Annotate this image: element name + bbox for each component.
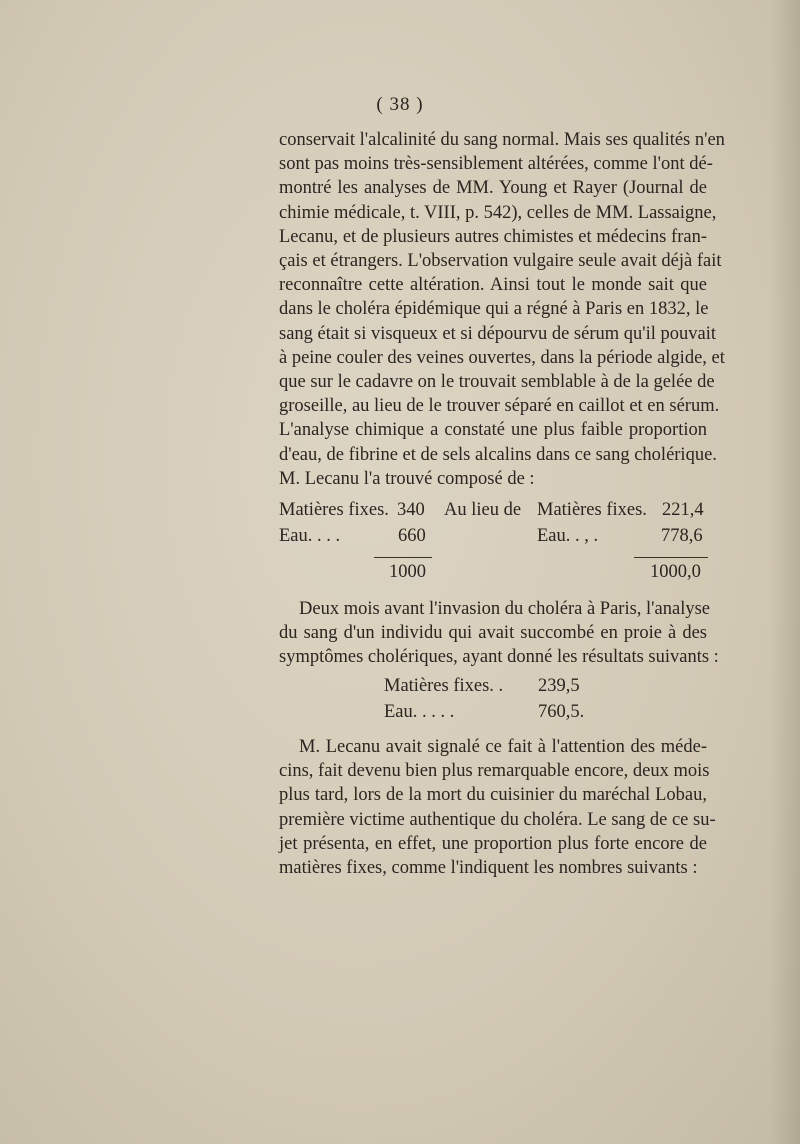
table-label: Matières fixes. <box>279 500 389 520</box>
table-text: Au lieu de <box>444 500 522 520</box>
table2-value: 760,5. <box>538 702 585 722</box>
text-line: plus tard, lors de la mort du cuisinier du maréchal Lobau, <box>279 785 707 806</box>
text-line: conservait l'alcalinité du sang normal. Mais ses qualités n'en <box>279 130 725 150</box>
table-total: 1000 <box>389 562 426 582</box>
table2-label: Matières fixes. . <box>384 676 504 696</box>
text-line: M. Lecanu l'a trouvé composé de : <box>279 468 535 489</box>
text-line: sang était si visqueux et si dépourvu de sérum qu'il pouvait <box>279 323 716 344</box>
text-line: Lecanu, et de plusieurs autres chimistes et médecins fran- <box>279 226 707 247</box>
table-value: 340 <box>397 500 425 520</box>
table-label: Eau. . , . <box>537 526 599 546</box>
table-value: 778,6 <box>661 526 703 546</box>
table-value: 660 <box>398 526 426 546</box>
text-line: jet présenta, en effet, une proportion plus forte encore de <box>279 833 707 854</box>
paragraph-2 <box>279 597 719 670</box>
table-total: 1000,0 <box>650 562 701 582</box>
text-line: chimie médicale, t. VIII, p. 542), celles de MM. Lassaigne, <box>279 202 717 223</box>
sum-rule <box>634 557 708 558</box>
text-line: çais et étrangers. L'observation vulgaire seule avait déjà fait <box>279 251 722 272</box>
table2-label: Eau. . . . . <box>384 702 455 722</box>
table-label: Matières fixes. <box>537 500 647 520</box>
page-edge-shadow <box>770 0 800 1144</box>
text-line: reconnaître cette altération. Ainsi tout le monde sait que <box>279 275 707 296</box>
text-line: matières fixes, comme l'indiquent les nombres suivants : <box>279 858 698 879</box>
table2-value: 239,5 <box>538 676 580 696</box>
table-label: Eau. . . . <box>279 526 341 546</box>
text-line: d'eau, de fibrine et de sels alcalins dans ce sang cholérique. <box>279 444 717 465</box>
text-line: symptômes cholériques, ayant donné les résultats suivants : <box>279 647 719 668</box>
paragraph-3 <box>279 735 716 880</box>
text-line: M. Lecanu avait signalé ce fait à l'attention des méde- <box>299 737 707 757</box>
text-line: groseille, au lieu de le trouver séparé en caillot et en sérum. <box>279 396 720 417</box>
text-line: à peine couler des veines ouvertes, dans la période algide, et <box>279 347 725 368</box>
paragraph-1 <box>279 128 725 491</box>
text-line: du sang d'un individu qui avait succombé en proie à des <box>279 623 707 644</box>
text-line: montré les analyses de MM. Young et Rayer (Journal de <box>279 178 707 199</box>
table-value: 221,4 <box>662 500 704 520</box>
text-line: dans le choléra épidémique qui a régné à Paris en 1832, le <box>279 299 709 320</box>
text-line: Deux mois avant l'invasion du choléra à Paris, l'analyse <box>299 599 710 619</box>
text-line: que sur le cadavre on le trouvait semblable à de la gelée de <box>279 372 715 393</box>
text-line: sont pas moins très-sensiblement altérées, comme l'ont dé- <box>279 154 713 175</box>
text-line: L'analyse chimique a constaté une plus faible proportion <box>279 420 707 441</box>
text-line: première victime authentique du choléra. Le sang de ce su- <box>279 809 716 830</box>
sum-rule <box>374 557 432 558</box>
text-line: cins, fait devenu bien plus remarquable encore, deux mois <box>279 761 710 782</box>
page-number: ( 38 ) <box>376 94 424 115</box>
